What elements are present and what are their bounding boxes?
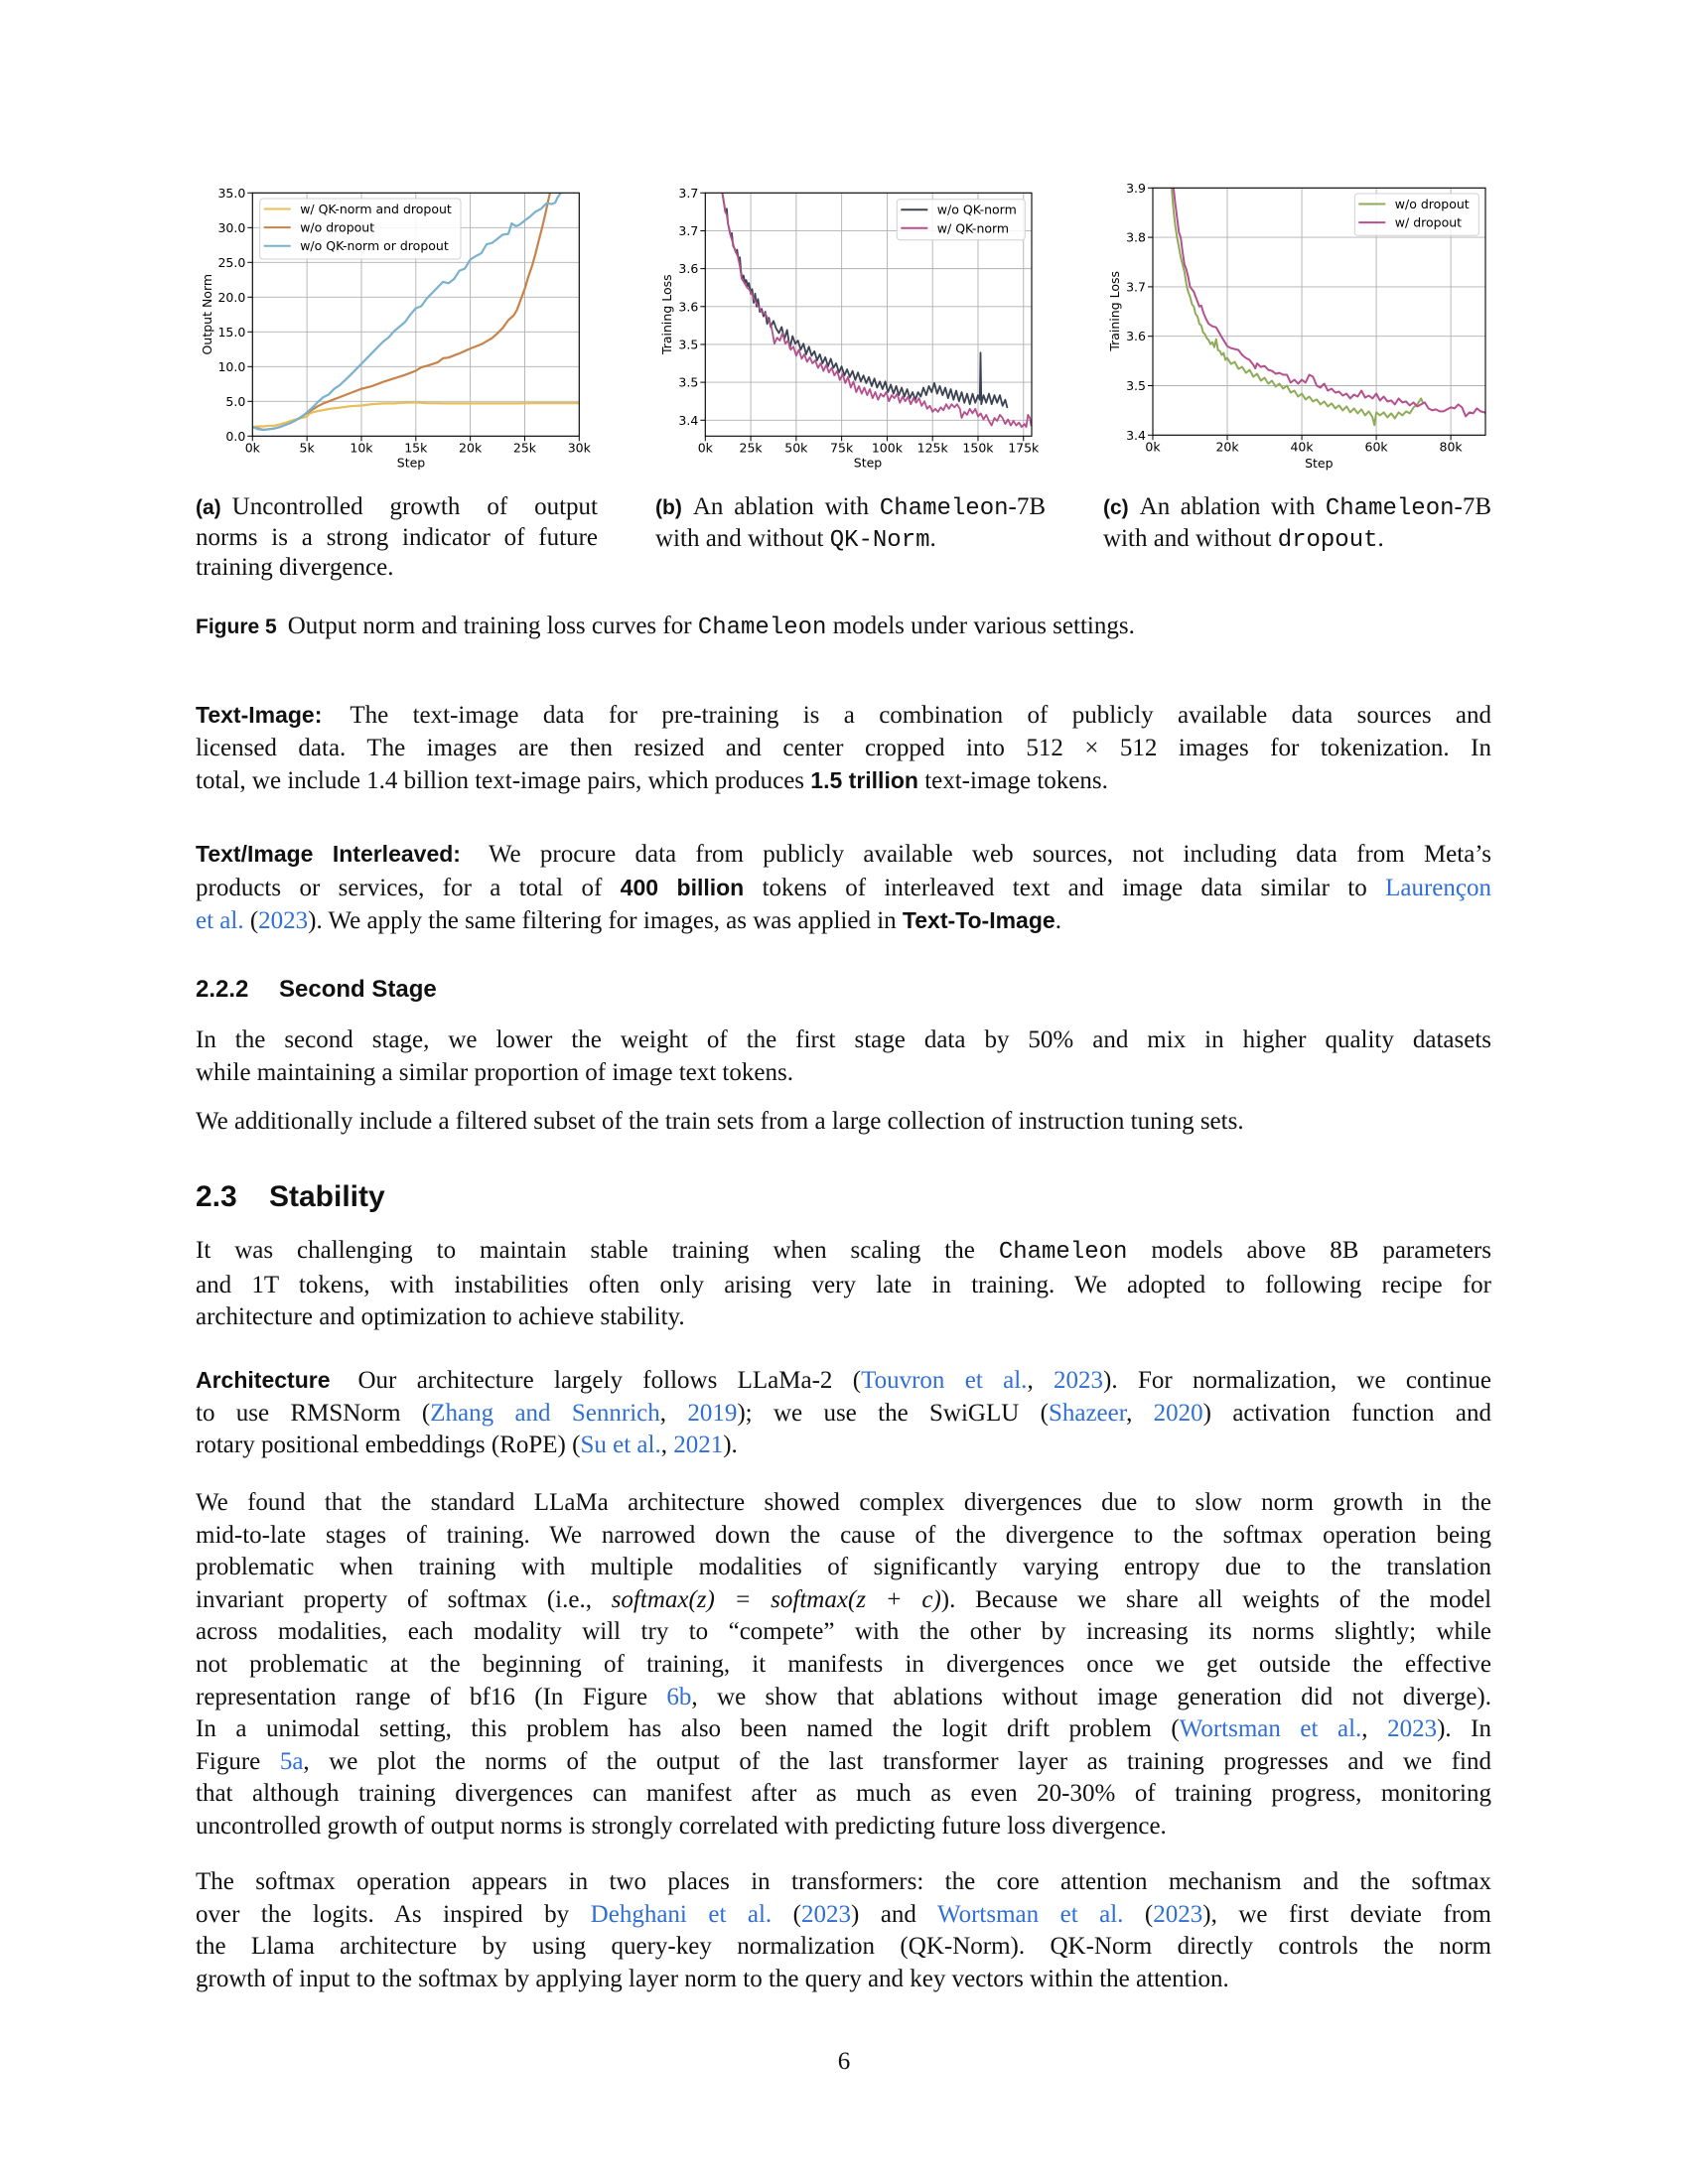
y-tick-label: 3.9 — [1126, 180, 1146, 196]
code-term: Chameleon — [697, 614, 827, 641]
legend-label: w/ dropout — [1394, 214, 1463, 230]
text-run: We procure data from publicly available web sources, not including data from Meta’s — [488, 841, 1491, 868]
text-line — [196, 764, 1491, 798]
text-line — [196, 733, 1491, 765]
run-in-heading: Text-Image: — [196, 702, 323, 728]
citation-link[interactable]: 2023 — [801, 1900, 852, 1928]
code-term: Chameleon — [998, 1239, 1128, 1266]
text-run: , — [1361, 1715, 1388, 1743]
text-run: , — [660, 1432, 674, 1459]
text-line — [1103, 524, 1491, 556]
text-run: In the second stage, we lower the weight of the first stage data by 50% and mix in higher quality datasets — [196, 1026, 1491, 1053]
legend-label: w/ QK-norm — [936, 220, 1010, 236]
citation-link[interactable]: 2020 — [1153, 1399, 1203, 1427]
y-tick-label: 20.0 — [217, 289, 246, 305]
text-run: , we plot the norms of the output of the last transformer layer as training progresses and we find — [303, 1747, 1491, 1775]
y-tick-label: 3.6 — [678, 299, 699, 315]
bold-term: 400 billion — [620, 874, 745, 900]
text-run: ), we first deviate from — [1202, 1900, 1491, 1928]
caption-label: (a) — [196, 496, 221, 519]
text-run: An ablation with — [1139, 493, 1326, 520]
section-title: Second Stage — [279, 976, 437, 1003]
text-run: with and without — [655, 525, 830, 552]
text-run: ). For normalization, we continue — [1103, 1367, 1492, 1394]
text-run: ). Because we share all weights of the model — [940, 1585, 1492, 1613]
x-axis-label: Step — [1305, 456, 1334, 472]
text-run: Our architecture largely follows LLaMa-2 ( — [357, 1367, 862, 1394]
math-expression: softmax(z) = softmax(z + c) — [611, 1585, 941, 1613]
y-tick-label: 3.5 — [1126, 378, 1146, 393]
text-run: and 1T tokens, with instabilities often only arising very late in training. We adopted to following recipe for — [196, 1271, 1491, 1298]
text-run: models above 8B parameters — [1127, 1237, 1491, 1264]
text-run: , — [659, 1399, 688, 1427]
x-tick-label: 25k — [512, 440, 537, 456]
paragraph-norm-growth — [196, 1487, 1491, 1843]
citation-link[interactable]: 2023 — [258, 907, 309, 935]
x-tick-label: 125k — [916, 440, 948, 456]
text-run: problematic when training with multiple modalities of significantly varying entropy due to the translation — [196, 1554, 1491, 1581]
code-term: Chameleon — [879, 495, 1009, 522]
citation-link[interactable]: 2023 — [1054, 1367, 1104, 1394]
legend — [897, 200, 1025, 240]
text-line — [196, 1552, 1491, 1584]
text-line — [196, 1713, 1491, 1746]
subcaption-b — [655, 492, 1046, 556]
text-line — [196, 1301, 1491, 1334]
text-run: ) and — [851, 1900, 937, 1928]
paragraph-instruction-tuning — [196, 1106, 1491, 1139]
caption-label: (b) — [655, 496, 682, 519]
text-run: the Llama architecture by using query-key normalization (QK-Norm). QK-Norm directly controls the norm — [196, 1933, 1491, 1961]
text-line — [196, 904, 1491, 938]
section-heading-2-2-2 — [196, 976, 437, 1004]
x-tick-label: 0k — [697, 440, 713, 456]
x-tick-label: 25k — [739, 440, 763, 456]
section-title: Stability — [269, 1180, 385, 1213]
text-line — [196, 1682, 1491, 1714]
text-line — [196, 1649, 1491, 1682]
y-axis-label: Training Loss — [659, 274, 675, 355]
text-run: uncontrolled growth of output norms is strongly correlated with predicting future loss divergence. — [196, 1812, 1167, 1840]
y-tick-label: 3.4 — [1126, 427, 1146, 443]
text-run: In a unimodal setting, this problem has also been named the logit drift problem ( — [196, 1715, 1180, 1743]
text-run: rotary positional embeddings (RoPE) ( — [196, 1432, 581, 1459]
y-tick-label: 3.7 — [1126, 279, 1146, 295]
subcaption-c — [1103, 492, 1491, 556]
text-line — [196, 872, 1491, 905]
x-tick-label: 75k — [830, 440, 854, 456]
text-run: while maintaining a similar proportion of image text tokens. — [196, 1058, 793, 1086]
text-run: . — [1377, 525, 1384, 552]
text-line — [196, 1270, 1491, 1302]
legend — [1354, 194, 1478, 235]
text-run: ( — [1123, 1900, 1154, 1928]
y-tick-label: 25.0 — [217, 254, 246, 270]
legend-label: w/ QK-norm and dropout — [300, 202, 452, 216]
y-tick-label: 3.5 — [678, 337, 699, 352]
x-tick-label: 5k — [299, 440, 315, 456]
text-line — [196, 1430, 1491, 1462]
text-line — [196, 1584, 1491, 1617]
citation-link[interactable]: 5a — [279, 1747, 304, 1775]
chart-c-svg — [1092, 164, 1509, 477]
text-line — [655, 524, 1046, 556]
bold-term: 1.5 trillion — [810, 767, 918, 794]
text-run: We additionally include a filtered subset of the train sets from a large collection of instruction tuning sets. — [196, 1108, 1244, 1135]
x-tick-label: 100k — [871, 440, 903, 456]
y-tick-label: 30.0 — [217, 219, 246, 235]
text-run: tokens of interleaved text and image data similar to — [744, 874, 1386, 901]
code-term: dropout — [1277, 527, 1378, 554]
text-line — [196, 553, 598, 583]
code-term: Chameleon — [1325, 495, 1455, 522]
x-axis-label: Step — [396, 455, 426, 471]
text-run: ) activation function and — [1202, 1399, 1491, 1427]
chart-qknorm-ablation — [645, 169, 1062, 481]
text-line — [196, 1964, 1491, 1996]
y-tick-label: 35.0 — [217, 185, 246, 201]
text-line — [1103, 492, 1491, 524]
text-run: Output norm and training loss curves for — [287, 613, 698, 639]
text-line — [196, 492, 598, 523]
y-tick-label: 5.0 — [225, 393, 246, 409]
x-tick-label: 40k — [1290, 439, 1314, 455]
legend-label: w/o dropout — [1394, 197, 1470, 211]
run-in-heading: Text/Image Interleaved: — [196, 841, 461, 867]
text-run: not problematic at the beginning of training, it manifests in divergences once we get outside the effective — [196, 1650, 1491, 1678]
paragraph-text-image — [196, 699, 1491, 798]
x-tick-label: 150k — [962, 440, 994, 456]
legend-label: w/o dropout — [300, 219, 375, 235]
text-run: architecture and optimization to achieve stability. — [196, 1303, 685, 1331]
text-run: . — [929, 525, 936, 552]
text-run: growth of input to the softmax by applying layer norm to the query and key vectors within the attention. — [196, 1965, 1229, 1992]
text-line — [196, 838, 1491, 872]
text-run: Uncontrolled growth of output — [231, 493, 598, 520]
citation-link[interactable]: Wortsman et al. — [1179, 1715, 1362, 1743]
text-run: licensed data. The images are then resized and center cropped into 512 × 512 images for tokenization. In — [196, 734, 1491, 761]
section-number: 2.3 — [196, 1180, 237, 1213]
x-tick-label: 15k — [404, 440, 428, 456]
text-line — [196, 1866, 1491, 1899]
text-run: , — [1027, 1367, 1055, 1394]
text-run: It was challenging to maintain stable training when scaling the — [196, 1237, 999, 1264]
paragraph-softmax — [196, 1866, 1491, 1995]
x-tick-label: 80k — [1439, 439, 1463, 455]
text-line — [196, 699, 1491, 733]
text-run: Figure — [196, 1747, 280, 1775]
text-line — [196, 1364, 1491, 1398]
y-tick-label: 3.5 — [678, 374, 699, 390]
text-run: , we show that ablations without image generation did not diverge). — [691, 1683, 1491, 1710]
text-line — [196, 1899, 1491, 1932]
text-run: ). — [723, 1432, 738, 1459]
x-tick-label: 50k — [784, 440, 808, 456]
y-axis-label: Output Norm — [199, 273, 214, 355]
x-tick-label: 20k — [459, 440, 483, 456]
text-run: ( — [772, 1900, 802, 1928]
text-run: that although training divergences can manifest after as much as even 20-30% of training progress, monitoring — [196, 1780, 1491, 1808]
citation-link[interactable]: Dehghani et al. — [590, 1900, 773, 1928]
text-run: norms is a strong indicator of future — [196, 524, 598, 551]
citation-link[interactable]: Zhang and Sennrich — [430, 1399, 660, 1427]
paragraph-stability-intro — [196, 1235, 1491, 1334]
text-run: -7B — [1008, 493, 1046, 520]
paragraph-architecture — [196, 1364, 1491, 1462]
y-tick-label: 15.0 — [217, 324, 246, 340]
text-run: An ablation with — [692, 493, 880, 520]
text-run: across modalities, each modality will try to “compete” with the other by increasing its norms slightly; while — [196, 1618, 1491, 1646]
text-line — [196, 1487, 1491, 1520]
section-number: 2.2.2 — [196, 976, 249, 1003]
text-run: We found that the standard LLaMa architecture showed complex divergences due to slow norm growth in the — [196, 1489, 1491, 1516]
chart-a-svg — [189, 169, 606, 481]
text-run: ). We apply the same filtering for images, as was applied in — [308, 907, 903, 935]
y-tick-label: 3.6 — [678, 261, 699, 277]
paragraph-text-image-interleaved — [196, 838, 1491, 938]
y-tick-label: 3.7 — [678, 185, 699, 201]
bold-term: Text-To-Image — [902, 907, 1055, 934]
y-tick-label: 3.8 — [1126, 229, 1146, 245]
legend-label: w/o QK-norm — [936, 202, 1017, 217]
citation-link[interactable]: 2023 — [1387, 1715, 1438, 1743]
text-run: The softmax operation appears in two places in transformers: the core attention mechanism and the softmax — [196, 1868, 1491, 1895]
text-run: . — [1055, 907, 1061, 935]
citation-link[interactable]: et al. — [196, 907, 244, 935]
y-tick-label: 3.4 — [678, 412, 699, 428]
run-in-heading: Architecture — [196, 1367, 331, 1393]
chart-dropout-ablation — [1092, 164, 1509, 477]
y-axis-label: Training Loss — [1107, 270, 1123, 351]
citation-link[interactable]: Laurençon — [1385, 874, 1491, 901]
text-line — [196, 523, 598, 553]
citation-link[interactable]: 2023 — [1153, 1900, 1203, 1928]
y-tick-label: 3.7 — [678, 222, 699, 238]
text-line — [196, 1057, 1491, 1090]
paragraph-second-stage — [196, 1024, 1491, 1089]
text-line — [196, 1931, 1491, 1964]
text-line — [196, 1106, 1491, 1139]
caption-label: Figure 5 — [196, 615, 277, 638]
text-run: ( — [243, 907, 259, 935]
legend — [260, 199, 461, 259]
y-tick-label: 10.0 — [217, 358, 246, 374]
text-run: , — [1126, 1399, 1154, 1427]
chart-b-svg — [645, 169, 1062, 481]
text-line — [196, 1520, 1491, 1553]
text-line — [196, 1811, 1491, 1843]
text-run: invariant property of softmax (i.e., — [196, 1585, 612, 1613]
x-tick-label: 30k — [567, 440, 591, 456]
text-run: over the logits. As inspired by — [196, 1900, 591, 1928]
text-run: representation range of bf16 (In Figure — [196, 1683, 667, 1710]
x-tick-label: 10k — [350, 440, 373, 456]
text-run: total, we include 1.4 billion text-image pairs, which produces — [196, 767, 811, 795]
text-run: to use RMSNorm ( — [196, 1399, 431, 1427]
text-run: products or services, for a total of — [196, 874, 621, 901]
y-tick-label: 0.0 — [225, 428, 246, 444]
x-tick-label: 0k — [244, 440, 260, 456]
citation-link[interactable]: Su et al. — [580, 1432, 661, 1459]
subcaption-a — [196, 492, 598, 583]
chart-output-norm — [189, 169, 606, 481]
page-number: 6 — [837, 2048, 851, 2075]
y-tick-label: 3.6 — [1126, 329, 1146, 344]
citation-link[interactable]: Touvron et al. — [861, 1367, 1028, 1394]
text-run: The text-image data for pre-training is a combination of publicly available data sources and — [350, 702, 1491, 729]
caption-label: (c) — [1103, 496, 1129, 519]
text-run: -7B — [1454, 493, 1491, 520]
text-line — [196, 1746, 1491, 1779]
citation-link[interactable]: 2019 — [687, 1399, 738, 1427]
x-tick-label: 0k — [1145, 439, 1161, 455]
text-run: text-image tokens. — [917, 767, 1108, 795]
citation-link[interactable]: 6b — [666, 1683, 692, 1710]
text-run: models under various settings. — [826, 613, 1135, 639]
x-tick-label: 175k — [1008, 440, 1040, 456]
x-tick-label: 20k — [1215, 439, 1239, 455]
text-run: mid-to-late stages of training. We narrowed down the cause of the divergence to the softmax operation being — [196, 1521, 1491, 1549]
x-axis-label: Step — [853, 455, 883, 471]
text-run: with and without — [1103, 525, 1278, 552]
text-line — [196, 1616, 1491, 1649]
legend-label: w/o QK-norm or dropout — [300, 238, 449, 254]
citation-link[interactable]: Wortsman et al. — [936, 1900, 1124, 1928]
figure-caption — [196, 611, 1491, 645]
code-term: QK-Norm — [829, 527, 930, 554]
text-line — [196, 1024, 1491, 1057]
text-line — [196, 1778, 1491, 1811]
text-line — [196, 1398, 1491, 1431]
citation-link[interactable]: 2021 — [673, 1432, 724, 1459]
citation-link[interactable]: Shazeer — [1048, 1399, 1127, 1427]
section-heading-2-3 — [196, 1179, 385, 1215]
text-line — [196, 1235, 1491, 1270]
text-run: ). In — [1437, 1715, 1492, 1743]
x-tick-label: 60k — [1364, 439, 1388, 455]
text-run: ); we use the SwiGLU ( — [737, 1399, 1049, 1427]
text-run: training divergence. — [196, 554, 394, 581]
text-line — [196, 611, 1491, 645]
text-line — [655, 492, 1046, 524]
